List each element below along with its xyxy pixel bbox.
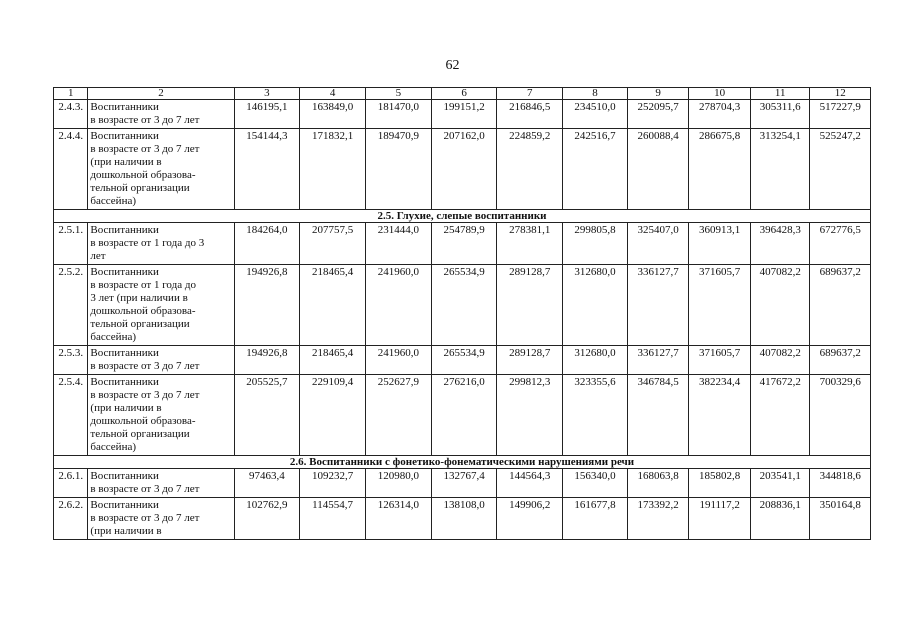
table-row	[54, 129, 871, 210]
value-cell: 350164,8	[810, 498, 871, 540]
value-cell: 242516,7	[563, 129, 628, 210]
value-cell: 371605,7	[689, 265, 751, 346]
column-header: 12	[810, 88, 871, 100]
row-number: 2.5.3.	[54, 346, 88, 375]
value-cell: 305311,6	[750, 100, 809, 129]
column-header: 1	[54, 88, 88, 100]
value-cell: 525247,2	[810, 129, 871, 210]
value-cell: 407082,2	[750, 265, 809, 346]
description-line: лет	[90, 250, 106, 262]
value-cell: 325407,0	[627, 223, 689, 265]
value-cell: 114554,7	[300, 498, 366, 540]
description-line: в возрасте от 1 года до	[90, 279, 196, 291]
value-cell: 382234,4	[689, 375, 751, 456]
value-cell: 203541,1	[750, 469, 809, 498]
value-cell: 289128,7	[497, 265, 563, 346]
value-cell: 289128,7	[497, 346, 563, 375]
value-cell: 207162,0	[431, 129, 497, 210]
value-cell: 241960,0	[365, 265, 431, 346]
value-cell: 216846,5	[497, 100, 563, 129]
value-cell: 346784,5	[627, 375, 689, 456]
value-cell: 265534,9	[431, 265, 497, 346]
description-line: Воспитанники	[90, 224, 159, 236]
value-cell: 689637,2	[810, 265, 871, 346]
table-row	[54, 100, 871, 129]
value-cell: 146195,1	[234, 100, 300, 129]
description-line: Воспитанники	[90, 101, 159, 113]
description-line: в возрасте от 3 до 7 лет	[90, 389, 200, 401]
table-row	[54, 469, 871, 498]
value-cell: 149906,2	[497, 498, 563, 540]
row-number: 2.5.1.	[54, 223, 88, 265]
description-line: (при наличии в	[90, 525, 162, 537]
value-cell: 154144,3	[234, 129, 300, 210]
value-cell: 126314,0	[365, 498, 431, 540]
description-line: дошкольной образова-	[90, 169, 196, 181]
value-cell: 208836,1	[750, 498, 809, 540]
value-cell: 689637,2	[810, 346, 871, 375]
value-cell: 191117,2	[689, 498, 751, 540]
value-cell: 138108,0	[431, 498, 497, 540]
description-line: (при наличии в	[90, 156, 162, 168]
row-number: 2.6.2.	[54, 498, 88, 540]
value-cell: 163849,0	[300, 100, 366, 129]
value-cell: 252627,9	[365, 375, 431, 456]
row-description	[88, 223, 234, 265]
value-cell: 194926,8	[234, 346, 300, 375]
row-description	[88, 265, 234, 346]
value-cell: 234510,0	[563, 100, 628, 129]
value-cell: 344818,6	[810, 469, 871, 498]
row-description	[88, 129, 234, 210]
section-row	[54, 456, 871, 469]
description-line: Воспитанники	[90, 130, 159, 142]
column-header: 2	[88, 88, 234, 100]
description-line: Воспитанники	[90, 470, 159, 482]
value-cell: 144564,3	[497, 469, 563, 498]
value-cell: 173392,2	[627, 498, 689, 540]
row-number: 2.4.3.	[54, 100, 88, 129]
description-line: тельной организации	[90, 428, 190, 440]
value-cell: 360913,1	[689, 223, 751, 265]
column-header: 10	[689, 88, 751, 100]
column-header: 6	[431, 88, 497, 100]
value-cell: 286675,8	[689, 129, 751, 210]
row-description	[88, 346, 234, 375]
value-cell: 109232,7	[300, 469, 366, 498]
value-cell: 185802,8	[689, 469, 751, 498]
description-line: в возрасте от 3 до 7 лет	[90, 114, 200, 126]
table-row	[54, 346, 871, 375]
column-header: 9	[627, 88, 689, 100]
table-row	[54, 375, 871, 456]
value-cell: 312680,0	[563, 265, 628, 346]
value-cell: 276216,0	[431, 375, 497, 456]
value-cell: 260088,4	[627, 129, 689, 210]
row-description	[88, 100, 234, 129]
value-cell: 194926,8	[234, 265, 300, 346]
value-cell: 672776,5	[810, 223, 871, 265]
value-cell: 700329,6	[810, 375, 871, 456]
value-cell: 132767,4	[431, 469, 497, 498]
row-number: 2.4.4.	[54, 129, 88, 210]
section-title: 2.6. Воспитанники с фонетико-фонематическими нарушениями речи	[54, 456, 871, 469]
description-line: тельной организации	[90, 318, 190, 330]
value-cell: 231444,0	[365, 223, 431, 265]
description-line: 3 лет (при наличии в	[90, 292, 188, 304]
description-line: дошкольной образова-	[90, 305, 196, 317]
description-line: в возрасте от 3 до 7 лет	[90, 143, 200, 155]
row-description	[88, 498, 234, 540]
page-number: 62	[445, 58, 460, 73]
value-cell: 156340,0	[563, 469, 628, 498]
value-cell: 168063,8	[627, 469, 689, 498]
table-row	[54, 498, 871, 540]
table-row	[54, 223, 871, 265]
value-cell: 252095,7	[627, 100, 689, 129]
column-header: 4	[300, 88, 366, 100]
description-line: в возрасте от 1 года до 3	[90, 237, 205, 249]
value-cell: 181470,0	[365, 100, 431, 129]
value-cell: 97463,4	[234, 469, 300, 498]
row-number: 2.5.2.	[54, 265, 88, 346]
row-description	[88, 469, 234, 498]
column-header: 3	[234, 88, 300, 100]
description-line: (при наличии в	[90, 402, 162, 414]
column-header: 8	[563, 88, 628, 100]
value-cell: 199151,2	[431, 100, 497, 129]
column-header: 5	[365, 88, 431, 100]
value-cell: 278704,3	[689, 100, 751, 129]
value-cell: 517227,9	[810, 100, 871, 129]
description-line: Воспитанники	[90, 499, 159, 511]
column-header: 11	[750, 88, 809, 100]
value-cell: 218465,4	[300, 346, 366, 375]
value-cell: 254789,9	[431, 223, 497, 265]
value-cell: 336127,7	[627, 265, 689, 346]
description-line: тельной организации	[90, 182, 190, 194]
tariff-table	[53, 87, 871, 540]
value-cell: 417672,2	[750, 375, 809, 456]
value-cell: 229109,4	[300, 375, 366, 456]
value-cell: 313254,1	[750, 129, 809, 210]
value-cell: 312680,0	[563, 346, 628, 375]
value-cell: 396428,3	[750, 223, 809, 265]
value-cell: 189470,9	[365, 129, 431, 210]
value-cell: 407082,2	[750, 346, 809, 375]
description-line: бассейна)	[90, 441, 137, 453]
value-cell: 184264,0	[234, 223, 300, 265]
value-cell: 241960,0	[365, 346, 431, 375]
value-cell: 224859,2	[497, 129, 563, 210]
section-title: 2.5. Глухие, слепые воспитанники	[54, 210, 871, 223]
description-line: дошкольной образова-	[90, 415, 196, 427]
value-cell: 299805,8	[563, 223, 628, 265]
description-line: в возрасте от 3 до 7 лет	[90, 360, 200, 372]
row-number: 2.6.1.	[54, 469, 88, 498]
value-cell: 205525,7	[234, 375, 300, 456]
description-line: бассейна)	[90, 331, 137, 343]
value-cell: 299812,3	[497, 375, 563, 456]
value-cell: 371605,7	[689, 346, 751, 375]
value-cell: 171832,1	[300, 129, 366, 210]
description-line: Воспитанники	[90, 347, 159, 359]
description-line: в возрасте от 3 до 7 лет	[90, 483, 200, 495]
value-cell: 102762,9	[234, 498, 300, 540]
table-row	[54, 265, 871, 346]
row-description	[88, 375, 234, 456]
row-number: 2.5.4.	[54, 375, 88, 456]
value-cell: 265534,9	[431, 346, 497, 375]
value-cell: 323355,6	[563, 375, 628, 456]
value-cell: 278381,1	[497, 223, 563, 265]
value-cell: 120980,0	[365, 469, 431, 498]
description-line: в возрасте от 3 до 7 лет	[90, 512, 200, 524]
header-row	[54, 88, 871, 100]
description-line: бассейна)	[90, 195, 137, 207]
value-cell: 336127,7	[627, 346, 689, 375]
value-cell: 161677,8	[563, 498, 628, 540]
value-cell: 207757,5	[300, 223, 366, 265]
description-line: Воспитанники	[90, 266, 159, 278]
section-row	[54, 210, 871, 223]
column-header: 7	[497, 88, 563, 100]
value-cell: 218465,4	[300, 265, 366, 346]
description-line: Воспитанники	[90, 376, 159, 388]
